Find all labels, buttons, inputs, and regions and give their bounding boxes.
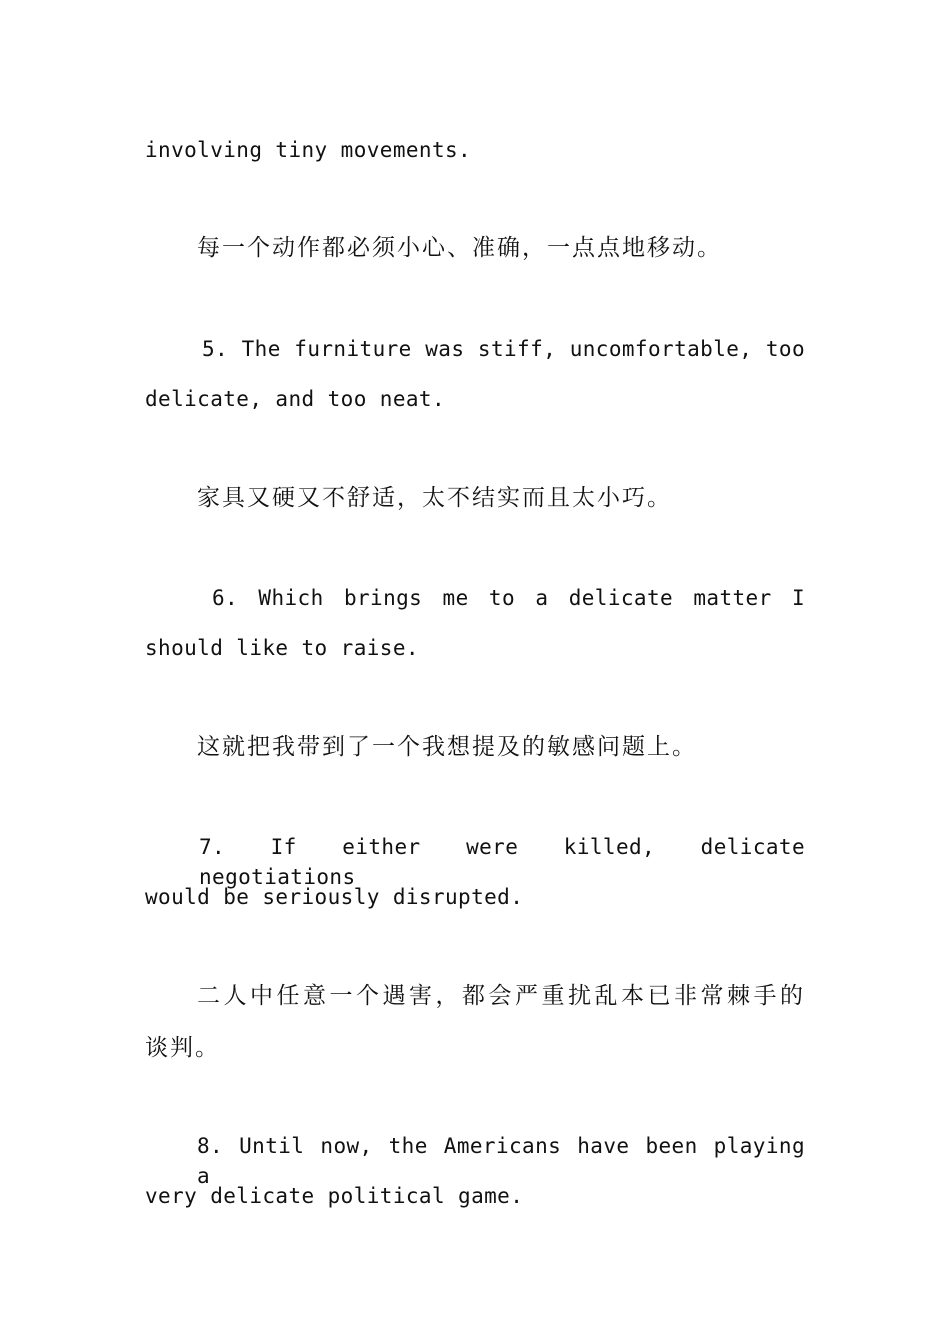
example-sentence-5: 5. The furniture was stiff, uncomfortable, too — [202, 337, 805, 361]
translation-line: 每一个动作都必须小心、准确，一点点地移动。 — [197, 235, 722, 261]
text-line: very delicate political game. — [145, 1184, 524, 1208]
translation-line: 家具又硬又不舒适，太不结实而且太小巧。 — [197, 485, 672, 511]
example-sentence-7: 7. If either were killed, delicate negotiations — [199, 835, 805, 889]
example-sentence-6: 6. Which brings me to a delicate matter I — [212, 586, 805, 610]
example-sentence-8: 8. Until now, the Americans have been playing a — [197, 1134, 805, 1188]
text-line: delicate, and too neat. — [145, 387, 445, 411]
text-line: involving tiny movements. — [145, 138, 472, 162]
translation-line: 谈判。 — [145, 1035, 220, 1061]
translation-line: 这就把我带到了一个我想提及的敏感问题上。 — [197, 734, 697, 760]
text-line: should like to raise. — [145, 636, 419, 660]
text-line: would be seriously disrupted. — [145, 885, 524, 909]
translation-line: 二人中任意一个遇害，都会严重扰乱本已非常棘手的 — [197, 983, 805, 1009]
